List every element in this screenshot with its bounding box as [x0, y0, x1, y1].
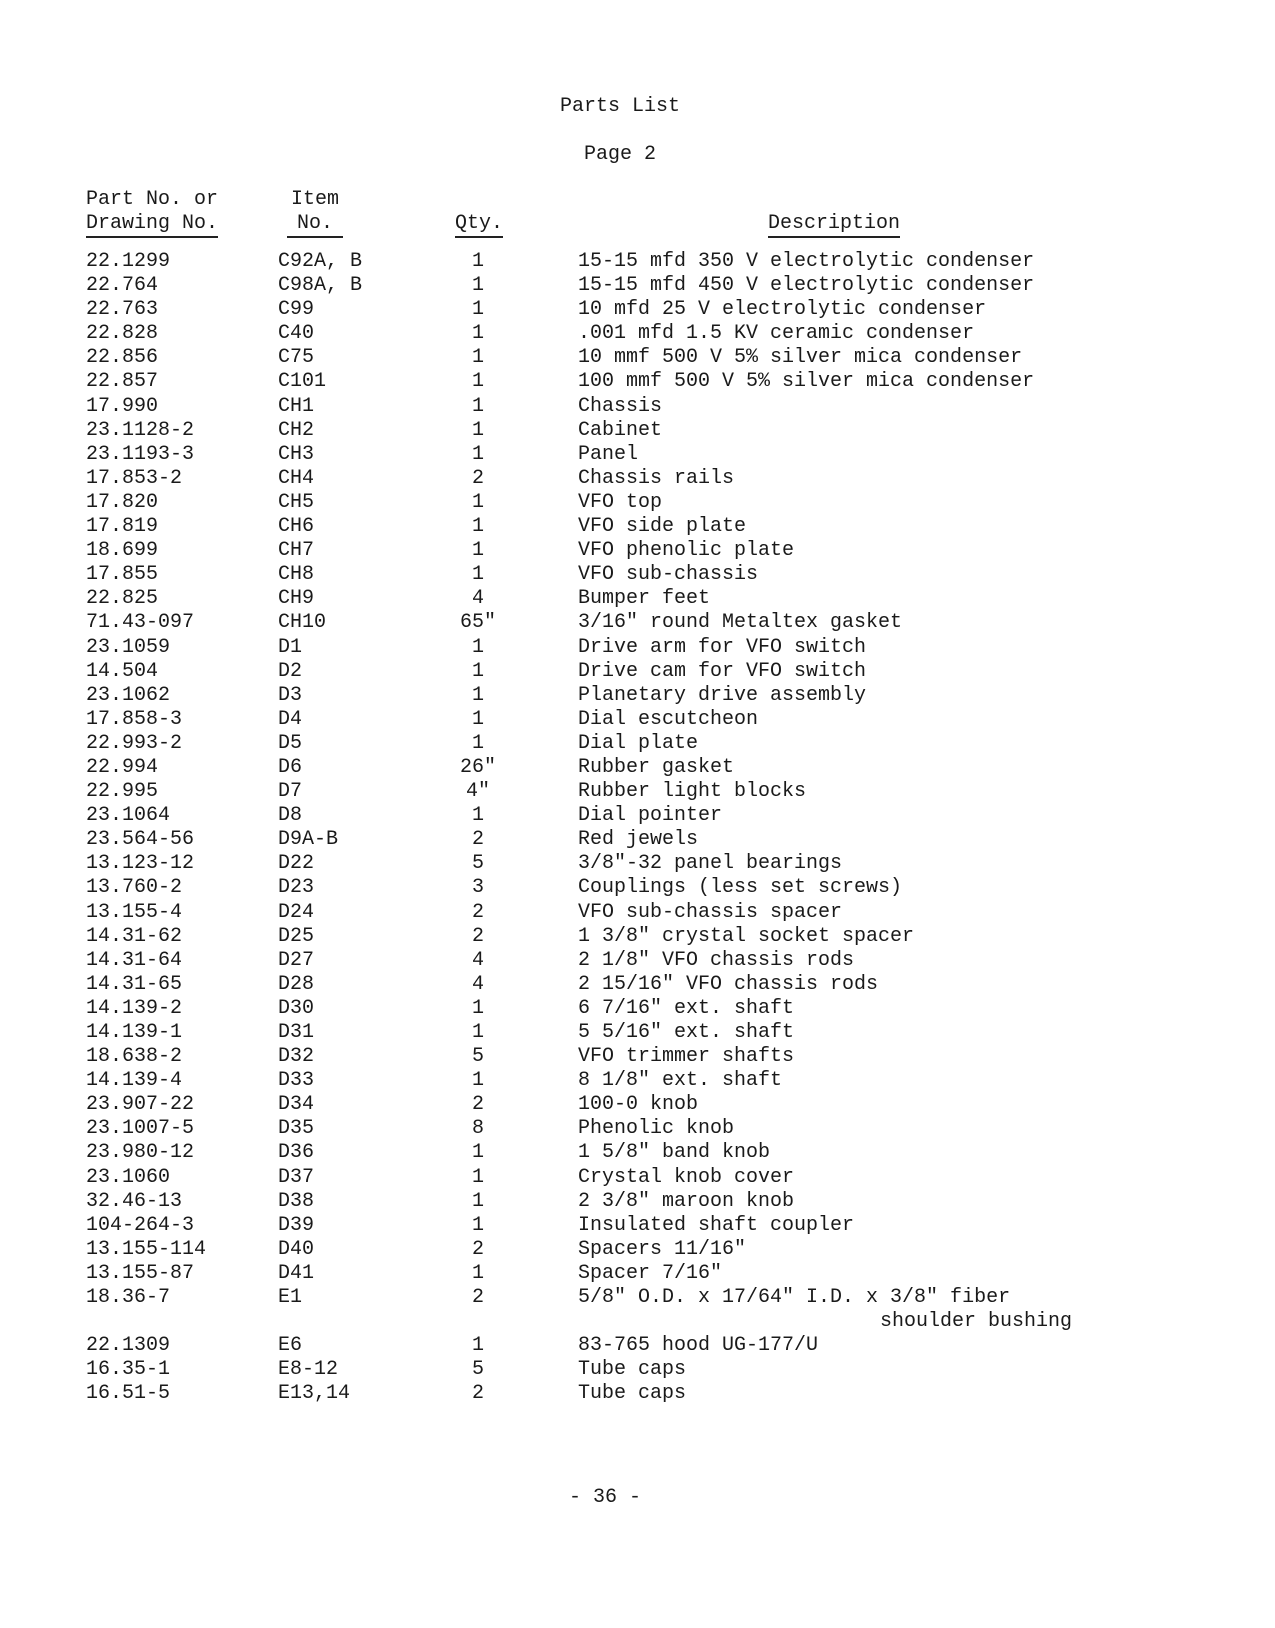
page-label: Page 2 [583, 143, 656, 166]
table-row [0, 997, 1275, 1021]
item-no: C92A, B [278, 250, 363, 273]
table-row [0, 780, 1275, 804]
description: Rubber light blocks [578, 780, 807, 804]
part-no: 14.31-64 [86, 948, 183, 972]
table-row [0, 1214, 1275, 1238]
part-no: 18.638-2 [86, 1045, 183, 1069]
table-row [0, 804, 1275, 828]
table-row [0, 298, 1275, 322]
description: 1 5/8" band knob [578, 1141, 771, 1165]
qty: 2 [471, 1382, 484, 1406]
table-row [0, 925, 1275, 949]
table-row [0, 419, 1275, 443]
item-no: D24 [278, 900, 315, 924]
part-no: 22.764 [86, 274, 159, 298]
item-no: CH5 [278, 490, 315, 514]
qty: 2 [471, 1286, 484, 1310]
description: Chassis rails [578, 466, 735, 490]
part-no: 32.46-13 [86, 1189, 183, 1213]
qty: 2 [471, 1093, 484, 1117]
description: 100 mmf 500 V 5% silver mica condenser [578, 370, 1035, 394]
table-row [0, 1238, 1275, 1262]
item-no: D25 [278, 924, 315, 948]
table-row [0, 1190, 1275, 1214]
description: 2 15/16" VFO chassis rods [578, 972, 879, 996]
table-row [0, 587, 1275, 611]
qty: 3 [471, 876, 484, 900]
table-row [0, 1358, 1275, 1382]
part-no: 16.51-5 [86, 1382, 171, 1406]
table-row [0, 395, 1275, 419]
qty: 1 [471, 731, 484, 755]
part-no: 14.31-65 [86, 972, 183, 996]
description: Tube caps [578, 1358, 687, 1382]
item-no: D39 [278, 1213, 315, 1237]
description: VFO side plate [578, 515, 747, 539]
item-no: CH7 [278, 539, 315, 563]
description: Chassis [578, 394, 663, 418]
qty: 1 [471, 1069, 484, 1093]
parts-table [0, 250, 1275, 1407]
table-row [0, 684, 1275, 708]
part-no: 13.155-87 [86, 1261, 195, 1285]
item-no: D28 [278, 972, 315, 996]
item-no: CH3 [278, 442, 315, 466]
part-no: 22.763 [86, 298, 159, 322]
item-no: C75 [278, 346, 315, 370]
description: Spacer 7/16" [578, 1261, 723, 1285]
part-no: 17.990 [86, 394, 159, 418]
qty: 1 [471, 683, 484, 707]
item-no: E8-12 [278, 1358, 339, 1382]
description: Tube caps [578, 1382, 687, 1406]
qty: 1 [471, 298, 484, 322]
item-no: D6 [278, 755, 303, 779]
description: 15-15 mfd 350 V electrolytic condenser [578, 250, 1035, 273]
table-row [0, 322, 1275, 346]
qty: 1 [471, 322, 484, 346]
description: Planetary drive assembly [578, 683, 867, 707]
page-number: - 36 - [568, 1486, 641, 1509]
table-row [0, 346, 1275, 370]
item-no: D1 [278, 635, 303, 659]
item-no: D8 [278, 804, 303, 828]
part-no: 23.1060 [86, 1165, 171, 1189]
item-no: D32 [278, 1045, 315, 1069]
part-no: 22.993-2 [86, 731, 183, 755]
qty: 1 [471, 490, 484, 514]
qty: 1 [471, 346, 484, 370]
table-row [0, 852, 1275, 876]
description: 100-0 knob [578, 1093, 699, 1117]
table-row [0, 1117, 1275, 1141]
table-row [0, 1262, 1275, 1286]
description: Couplings (less set screws) [578, 876, 903, 900]
qty: 1 [471, 804, 484, 828]
header-description [768, 212, 900, 238]
qty: 4" [465, 780, 490, 804]
item-no: D35 [278, 1117, 315, 1141]
item-no: D5 [278, 731, 303, 755]
table-row [0, 949, 1275, 973]
header-qty [455, 212, 503, 238]
description: VFO phenolic plate [578, 539, 795, 563]
part-no: 14.139-1 [86, 1021, 183, 1044]
item-no: D2 [278, 659, 303, 683]
header-item-no [278, 188, 352, 238]
description: Crystal knob cover [578, 1165, 795, 1189]
item-no: CH10 [278, 611, 327, 635]
table-row [0, 250, 1275, 274]
description: 6 7/16" ext. shaft [578, 996, 795, 1020]
part-no: 23.980-12 [86, 1141, 195, 1165]
part-no: 17.858-3 [86, 707, 183, 731]
item-no: D23 [278, 876, 315, 900]
table-row [0, 756, 1275, 780]
table-row [0, 539, 1275, 563]
header-description-label: Description [768, 212, 900, 238]
item-no: E6 [278, 1334, 303, 1358]
table-row [0, 828, 1275, 852]
item-no: D4 [278, 707, 303, 731]
qty: 2 [471, 466, 484, 490]
item-no: D31 [278, 1021, 315, 1044]
qty: 5 [471, 852, 484, 876]
table-row [0, 901, 1275, 925]
description: 5 5/16" ext. shaft [578, 1021, 795, 1044]
qty: 4 [471, 587, 484, 611]
qty: 1 [471, 1141, 484, 1165]
description: Bumper feet [578, 587, 711, 611]
table-row [0, 1141, 1275, 1165]
item-no: D22 [278, 852, 315, 876]
description: 83-765 hood UG-177/U [578, 1334, 819, 1358]
description: 10 mfd 25 V electrolytic condenser [578, 298, 987, 322]
description: Drive cam for VFO switch [578, 659, 867, 683]
item-no: C101 [278, 370, 327, 394]
qty: 1 [471, 707, 484, 731]
part-no: 14.504 [86, 659, 159, 683]
part-no: 18.699 [86, 539, 159, 563]
table-row [0, 708, 1275, 732]
part-no: 22.1299 [86, 250, 171, 273]
table-row [0, 1021, 1275, 1045]
item-no: CH1 [278, 394, 315, 418]
part-no: 22.825 [86, 587, 159, 611]
item-no: CH4 [278, 466, 315, 490]
qty: 26" [459, 755, 496, 779]
qty: 4 [471, 972, 484, 996]
item-no: D38 [278, 1189, 315, 1213]
description: Drive arm for VFO switch [578, 635, 867, 659]
part-no: 16.35-1 [86, 1358, 171, 1382]
description: VFO trimmer shafts [578, 1045, 795, 1069]
part-no: 22.995 [86, 780, 159, 804]
item-no: C98A, B [278, 274, 363, 298]
table-row [0, 515, 1275, 539]
part-no: 14.139-2 [86, 996, 183, 1020]
table-row [0, 660, 1275, 684]
item-no: D37 [278, 1165, 315, 1189]
description: 15-15 mfd 450 V electrolytic condenser [578, 274, 1035, 298]
part-no: 13.760-2 [86, 876, 183, 900]
description: 3/8"-32 panel bearings [578, 852, 843, 876]
page-title: Parts List [559, 95, 681, 118]
part-no: 13.155-114 [86, 1237, 207, 1261]
table-row [0, 1286, 1275, 1334]
qty: 2 [471, 1237, 484, 1261]
table-row [0, 1045, 1275, 1069]
qty: 2 [471, 924, 484, 948]
description: Phenolic knob [578, 1117, 735, 1141]
description: VFO sub-chassis spacer [578, 900, 843, 924]
header-part-line1: Part No. or [86, 188, 219, 211]
item-no: D41 [278, 1261, 315, 1285]
qty: 1 [471, 370, 484, 394]
item-no: D33 [278, 1069, 315, 1093]
part-no: 18.36-7 [86, 1286, 171, 1310]
header-item-line2: No. [287, 212, 343, 238]
table-row [0, 443, 1275, 467]
description: 2 1/8" VFO chassis rods [578, 948, 855, 972]
item-no: CH2 [278, 418, 315, 442]
part-no: 23.564-56 [86, 828, 195, 852]
part-no: 22.1309 [86, 1334, 171, 1358]
qty: 1 [471, 274, 484, 298]
description: 10 mmf 500 V 5% silver mica condenser [578, 346, 1023, 370]
qty: 1 [471, 539, 484, 563]
qty: 1 [471, 1213, 484, 1237]
item-no: CH9 [278, 587, 315, 611]
qty: 1 [471, 1165, 484, 1189]
description: 2 3/8" maroon knob [578, 1189, 795, 1213]
part-no: 13.123-12 [86, 852, 195, 876]
table-row [0, 563, 1275, 587]
part-no: 17.853-2 [86, 466, 183, 490]
table-row [0, 491, 1275, 515]
part-no: 17.855 [86, 563, 159, 587]
description: 5/8" O.D. x 17/64" I.D. x 3/8" fiber [578, 1286, 1011, 1310]
part-no: 17.819 [86, 515, 159, 539]
table-row [0, 611, 1275, 635]
part-no: 23.1059 [86, 635, 171, 659]
item-no: CH6 [278, 515, 315, 539]
description: Dial plate [578, 731, 699, 755]
part-no: 23.1193-3 [86, 442, 195, 466]
item-no: E13,14 [278, 1382, 351, 1406]
part-no: 13.155-4 [86, 900, 183, 924]
description: 3/16" round Metaltex gasket [578, 611, 903, 635]
table-row [0, 1093, 1275, 1117]
description: Spacers 11/16" [578, 1237, 747, 1261]
qty: 4 [471, 948, 484, 972]
item-no: D7 [278, 780, 303, 804]
qty: 1 [471, 1021, 484, 1044]
table-row [0, 1166, 1275, 1190]
qty: 1 [471, 515, 484, 539]
part-no: 22.856 [86, 346, 159, 370]
part-no: 71.43-097 [86, 611, 195, 635]
item-no: D34 [278, 1093, 315, 1117]
item-no: E1 [278, 1286, 303, 1310]
table-row [0, 1069, 1275, 1093]
item-no: D30 [278, 996, 315, 1020]
qty: 2 [471, 900, 484, 924]
qty: 1 [471, 996, 484, 1020]
description: VFO sub-chassis [578, 563, 759, 587]
qty: 8 [471, 1117, 484, 1141]
header-item-line1: Item [290, 188, 339, 211]
qty: 5 [471, 1358, 484, 1382]
table-row [0, 973, 1275, 997]
table-row [0, 636, 1275, 660]
part-no: 22.994 [86, 755, 159, 779]
item-no: D36 [278, 1141, 315, 1165]
qty: 1 [471, 563, 484, 587]
qty: 1 [471, 1261, 484, 1285]
qty: 1 [471, 394, 484, 418]
description: .001 mfd 1.5 KV ceramic condenser [578, 322, 975, 346]
qty: 1 [471, 659, 484, 683]
table-row [0, 732, 1275, 756]
header-part-line2: Drawing No. [86, 212, 218, 238]
part-no: 23.907-22 [86, 1093, 195, 1117]
qty: 5 [471, 1045, 484, 1069]
part-no: 22.857 [86, 370, 159, 394]
qty: 1 [471, 635, 484, 659]
description: 8 1/8" ext. shaft [578, 1069, 783, 1093]
description: Dial pointer [578, 804, 723, 828]
item-no: D9A-B [278, 828, 339, 852]
qty: 1 [471, 442, 484, 466]
part-no: 23.1062 [86, 683, 171, 707]
qty: 1 [471, 250, 484, 273]
description: Cabinet [578, 418, 663, 442]
table-row [0, 1334, 1275, 1358]
description: VFO top [578, 490, 663, 514]
qty: 1 [471, 1334, 484, 1358]
qty: 1 [471, 418, 484, 442]
table-row [0, 876, 1275, 900]
part-no: 22.828 [86, 322, 159, 346]
qty: 1 [471, 1189, 484, 1213]
qty: 65" [459, 611, 496, 635]
description: Insulated shaft coupler [578, 1213, 855, 1237]
part-no: 14.31-62 [86, 924, 183, 948]
item-no: CH8 [278, 563, 315, 587]
description-continued: shoulder bushing [880, 1310, 1073, 1334]
item-no: D3 [278, 683, 303, 707]
description: 1 3/8" crystal socket spacer [578, 924, 915, 948]
part-no: 17.820 [86, 490, 159, 514]
part-no: 23.1007-5 [86, 1117, 195, 1141]
table-row [0, 1382, 1275, 1406]
header-part-no [86, 188, 218, 238]
item-no: C99 [278, 298, 315, 322]
description: Red jewels [578, 828, 699, 852]
description: Dial escutcheon [578, 707, 759, 731]
description: Rubber gasket [578, 755, 735, 779]
table-row [0, 274, 1275, 298]
item-no: D27 [278, 948, 315, 972]
table-row [0, 467, 1275, 491]
item-no: D40 [278, 1237, 315, 1261]
item-no: C40 [278, 322, 315, 346]
part-no: 23.1064 [86, 804, 171, 828]
part-no: 14.139-4 [86, 1069, 183, 1093]
part-no: 104-264-3 [86, 1213, 195, 1237]
table-row [0, 370, 1275, 394]
header-qty-label: Qty. [455, 212, 503, 238]
qty: 2 [471, 828, 484, 852]
description: Panel [578, 442, 639, 466]
part-no: 23.1128-2 [86, 418, 195, 442]
